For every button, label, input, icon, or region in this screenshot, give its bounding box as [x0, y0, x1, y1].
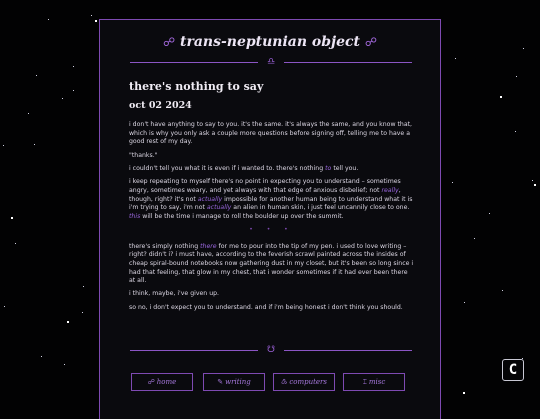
paragraph: i couldn't tell you what it is even if i wanted to. there's nothing to tell you. — [129, 164, 359, 172]
libra-icon: ♎ — [266, 57, 276, 67]
star — [73, 90, 74, 91]
site-title — [100, 34, 440, 50]
star — [3, 145, 4, 146]
nav-misc-button[interactable]: ⌶ misc — [343, 373, 405, 391]
post-title: there's nothing to say — [129, 80, 264, 93]
site-title-text: trans-neptunian object — [179, 34, 361, 50]
star — [67, 321, 69, 323]
star — [463, 392, 465, 394]
pencil-icon: ✎ — [217, 378, 224, 386]
paragraph: i don't have anything to say to you. it's the same. it's always the same, and you know that, which is why you only ask a couple more questions before signing off, telling me to have a good rest of my day. — [129, 121, 413, 146]
emphasis: there — [200, 242, 217, 250]
star — [34, 144, 35, 145]
moon-icon: C — [508, 362, 518, 378]
site-nav — [131, 373, 413, 391]
post-date: oct 02 2024 — [129, 100, 192, 111]
star — [82, 312, 83, 313]
paragraph: i think, maybe, i've given up. — [129, 290, 220, 298]
paragraph: "thanks." — [129, 151, 158, 159]
star — [64, 364, 65, 365]
star — [28, 113, 29, 114]
star — [91, 15, 92, 16]
paragraph: there's simply nothing there for me to pour into the tip of my pen. i used to love writing – right? didn't i? i must have, according to the feverish scrawl painted across the insides of cheap spiral-bound notebooks now gathering dust in my closet, but it's been so long since i had that feeling, that glow in my chest, that i wonder sometimes if it had ever been there at all. — [129, 242, 414, 285]
emphasis: really — [381, 186, 399, 194]
star — [500, 96, 502, 98]
emphasis: to — [325, 164, 332, 172]
star — [73, 66, 74, 67]
star — [474, 238, 475, 239]
emphasis: actually — [197, 195, 223, 203]
star — [489, 213, 490, 214]
star — [516, 76, 517, 77]
opposition-icon: ☍ — [147, 378, 155, 386]
star — [502, 290, 503, 291]
star — [532, 180, 533, 181]
star — [515, 131, 516, 132]
star — [62, 98, 63, 99]
star — [4, 306, 5, 307]
star — [11, 217, 13, 219]
star — [48, 19, 49, 20]
top-divider — [130, 58, 412, 68]
star — [15, 243, 16, 244]
opposition-icon: ☍ — [162, 35, 176, 49]
emphasis: this — [129, 212, 141, 220]
emphasis: actually — [206, 204, 232, 212]
paragraph: so no, i don't expect you to understand. and if i'm being honest i don't think you should. — [129, 303, 403, 311]
misc-icon: ⌶ — [362, 378, 367, 386]
star — [464, 302, 465, 303]
star — [523, 48, 524, 49]
nav-home-button[interactable]: ☍ home — [131, 373, 193, 391]
star — [41, 356, 42, 357]
star — [83, 286, 84, 287]
opposition-icon: ☍ — [364, 35, 378, 49]
nav-computers-button[interactable]: ♳ computers — [273, 373, 335, 391]
star — [452, 182, 453, 183]
star — [95, 20, 97, 22]
content-panel — [99, 19, 441, 419]
node-icon: ☋ — [267, 345, 275, 355]
star — [36, 75, 37, 76]
section-separator: • • • — [249, 226, 294, 234]
computer-icon: ♳ — [281, 378, 288, 386]
bottom-divider — [130, 346, 412, 356]
post-body — [129, 121, 414, 317]
paragraph: i keep repeating to myself there's no point in expecting you to understand – sometimes angry, sometimes weary, and yet always with that edge of anxious disbelief; not really, though, right? it's not actually impossible for another human being to understand what it is i'm trying to say, i'm not actually an alien in human skin, i just feel uncannily close to one. this will be the time i manage to roll the boulder up over the summit. — [129, 178, 413, 220]
nav-writing-button[interactable]: ✎ writing — [203, 373, 265, 391]
star — [534, 184, 536, 186]
theme-toggle-button[interactable] — [502, 359, 524, 381]
star — [455, 58, 456, 59]
